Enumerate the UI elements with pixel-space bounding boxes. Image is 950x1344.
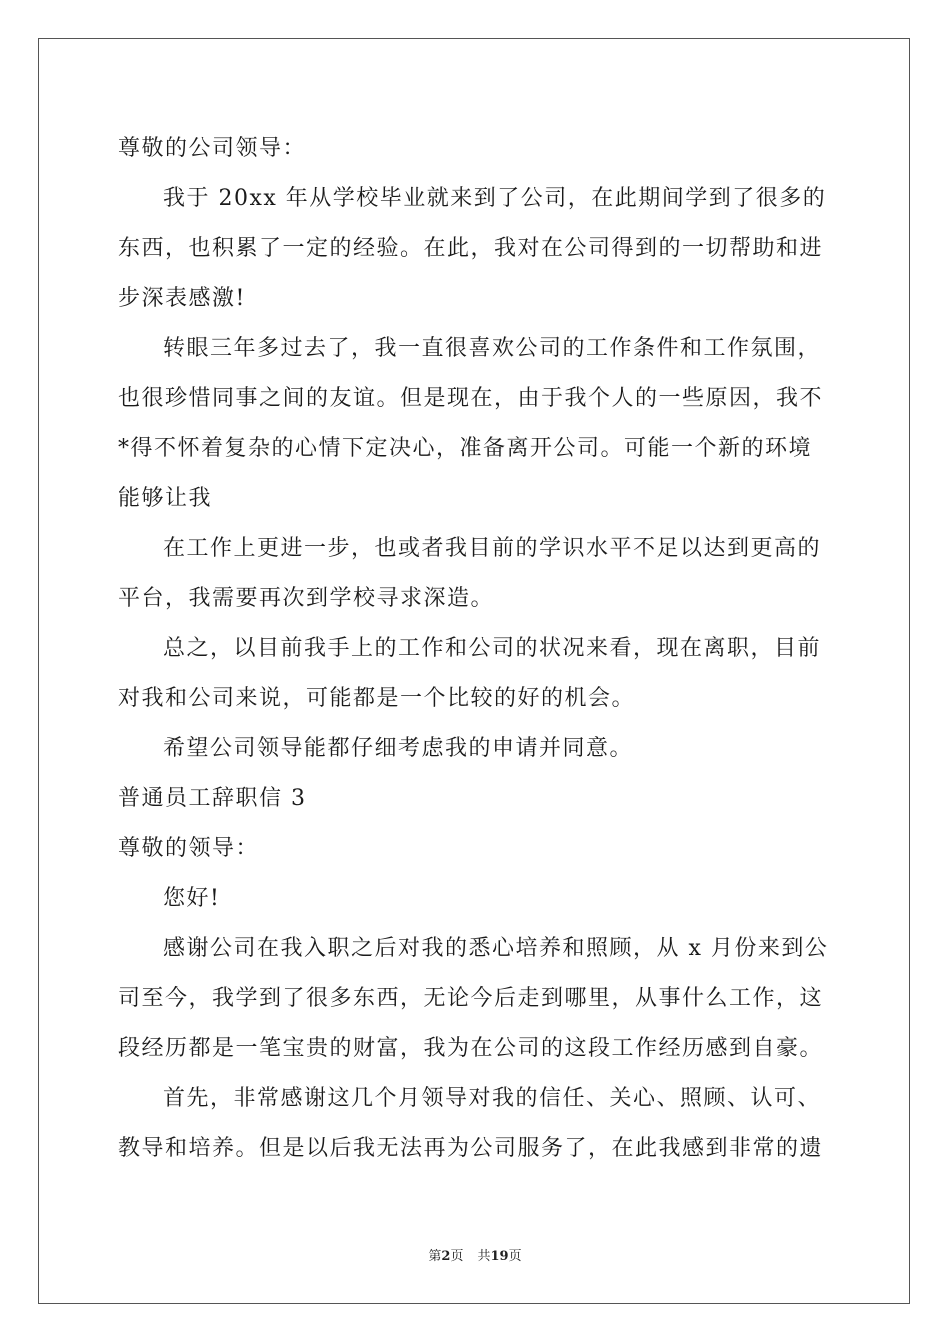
paragraph-line: 总之，以目前我手上的工作和公司的状况来看，现在离职，目前: [163, 636, 822, 661]
paragraph-line: 我于 20xx 年从学校毕业就来到了公司，在此期间学到了很多的: [163, 186, 827, 211]
section-title: 普通员工辞职信 3: [118, 786, 307, 811]
paragraph-line: 东西，也积累了一定的经验。在此，我对在公司得到的一切帮助和进: [118, 236, 824, 261]
salutation: 尊敬的领导：: [118, 836, 260, 861]
paragraph-line: 首先，非常感谢这几个月领导对我的信任、关心、照顾、认可、: [163, 1086, 822, 1111]
page-footer: [0, 1248, 950, 1266]
page-suffix: 页: [450, 1249, 464, 1264]
paragraph-line: 平台，我需要再次到学校寻求深造。: [118, 586, 495, 611]
paragraph-line: 转眼三年多过去了，我一直很喜欢公司的工作条件和工作氛围，: [163, 336, 822, 361]
paragraph-line: 希望公司领导能都仔细考虑我的申请并同意。: [163, 736, 634, 761]
paragraph-line: 司至今，我学到了很多东西，无论今后走到哪里，从事什么工作，这: [118, 986, 824, 1011]
paragraph-line: 段经历都是一笔宝贵的财富，我为在公司的这段工作经历感到自豪。: [118, 1036, 824, 1061]
paragraph-line: 能够让我: [118, 486, 213, 511]
paragraph-line: 步深表感激!: [118, 286, 246, 311]
salutation: 尊敬的公司领导：: [118, 136, 307, 161]
paragraph-line: 教导和培养。但是以后我无法再为公司服务了，在此我感到非常的遗: [118, 1136, 824, 1161]
page-border: [38, 38, 910, 1304]
paragraph-line: 对我和公司来说，可能都是一个比较的好的机会。: [118, 686, 636, 711]
paragraph-line: 也很珍惜同事之间的友谊。但是现在，由于我个人的一些原因，我不: [118, 386, 824, 411]
paragraph-line: *得不怀着复杂的心情下定决心，准备离开公司。可能一个新的环境: [118, 436, 813, 461]
total-page-number: 19: [490, 1249, 509, 1264]
paragraph-line: 感谢公司在我入职之后对我的悉心培养和照顾，从 x 月份来到公: [163, 936, 829, 961]
greeting: 您好!: [163, 886, 221, 911]
total-prefix: 共: [477, 1249, 491, 1264]
total-suffix: 页: [508, 1249, 522, 1264]
page-prefix: 第: [428, 1249, 442, 1264]
current-page-number: 2: [441, 1249, 451, 1264]
paragraph-line: 在工作上更进一步，也或者我目前的学识水平不足以达到更高的: [163, 536, 822, 561]
